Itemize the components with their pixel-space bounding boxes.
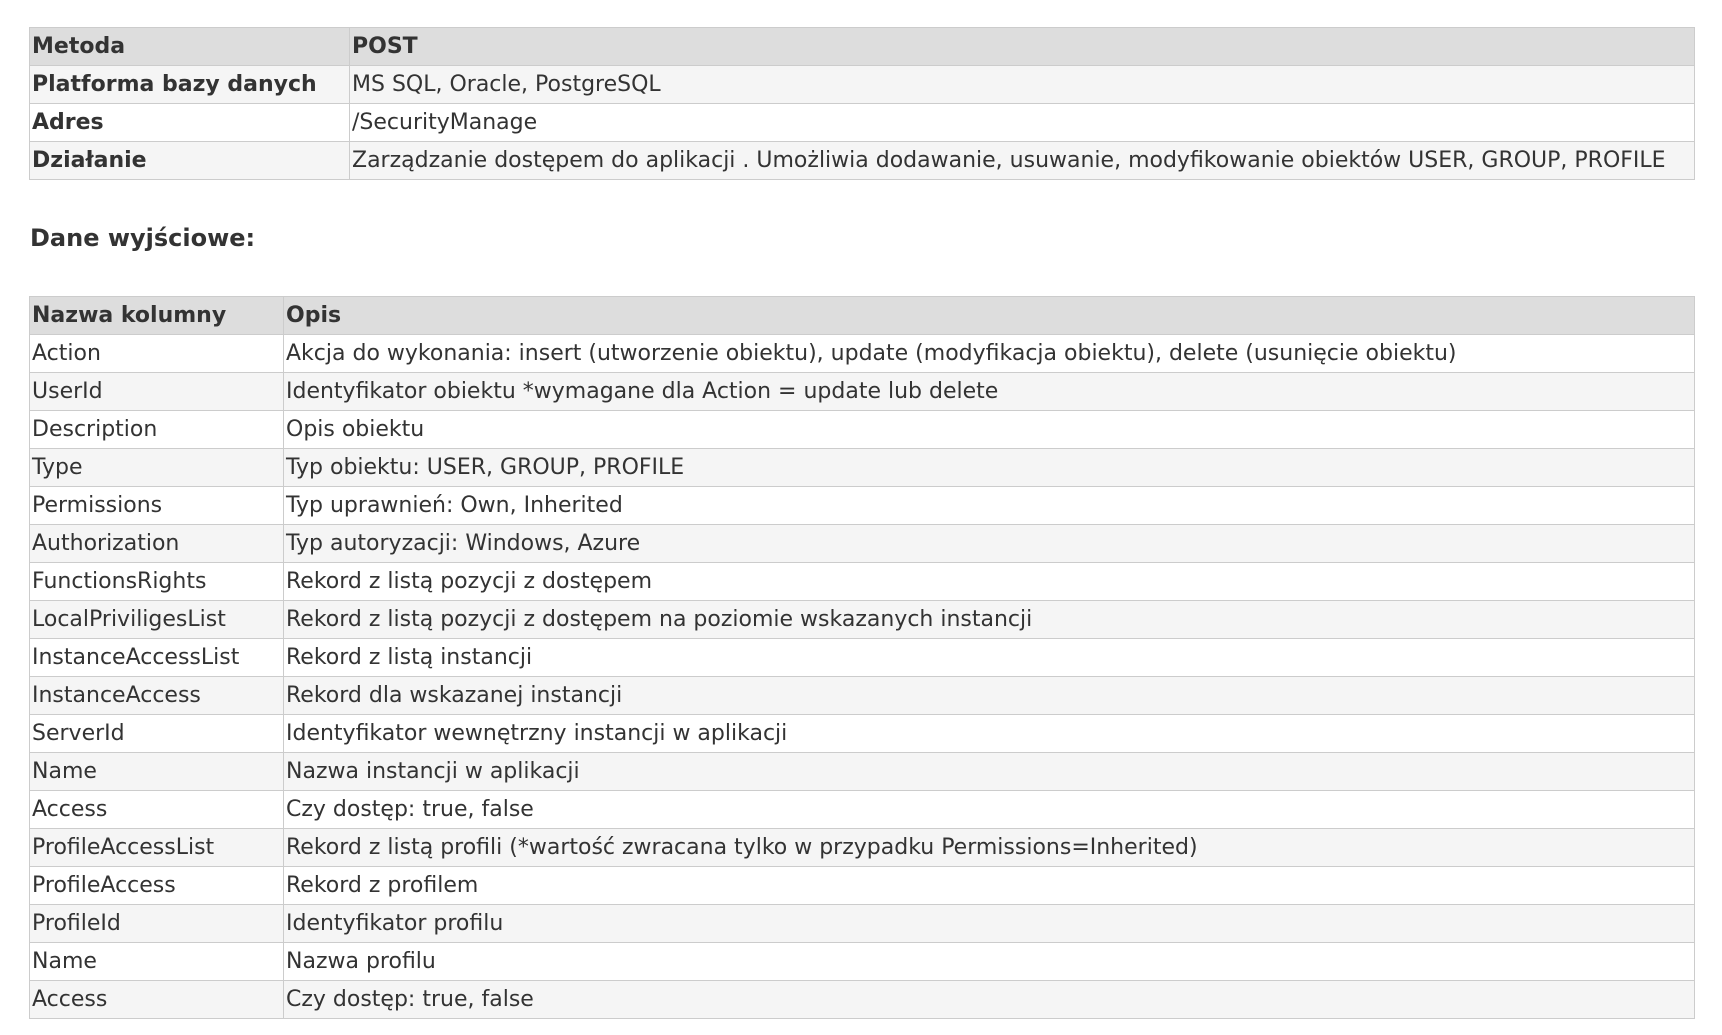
column-name-cell: Type xyxy=(30,449,284,487)
column-name-cell: LocalPriviligesList xyxy=(30,601,284,639)
meta-row-action xyxy=(30,142,1695,180)
column-name-cell: Access xyxy=(30,791,284,829)
column-description-cell: Czy dostęp: true, false xyxy=(284,981,1695,1019)
section-heading: Dane wyjściowe: xyxy=(30,224,256,252)
column-description-cell: Rekord z listą profili (*wartość zwracana tylko w przypadku Permissions=Inherited) xyxy=(284,829,1695,867)
table-row xyxy=(30,981,1695,1019)
column-description-cell: Typ uprawnień: Own, Inherited xyxy=(284,487,1695,525)
column-description-cell: Identyfikator wewnętrzny instancji w aplikacji xyxy=(284,715,1695,753)
output-columns-table xyxy=(29,296,1695,1019)
table-row xyxy=(30,829,1695,867)
column-name-cell: Authorization xyxy=(30,525,284,563)
table-row xyxy=(30,753,1695,791)
column-name-cell: ProfileAccessList xyxy=(30,829,284,867)
table-row xyxy=(30,905,1695,943)
meta-value: POST xyxy=(350,28,1695,66)
column-description-cell: Nazwa instancji w aplikacji xyxy=(284,753,1695,791)
meta-label: Metoda xyxy=(30,28,350,66)
meta-label: Działanie xyxy=(30,142,350,180)
table-row xyxy=(30,867,1695,905)
column-name-cell: InstanceAccess xyxy=(30,677,284,715)
meta-row-method xyxy=(30,28,1695,66)
column-description-cell: Opis obiektu xyxy=(284,411,1695,449)
column-name-cell: InstanceAccessList xyxy=(30,639,284,677)
table-row xyxy=(30,449,1695,487)
column-description-cell: Rekord z listą pozycji z dostępem xyxy=(284,563,1695,601)
endpoint-meta-table xyxy=(29,27,1695,180)
table-header-row xyxy=(30,297,1695,335)
meta-row-platform xyxy=(30,66,1695,104)
column-description-cell: Identyfikator profilu xyxy=(284,905,1695,943)
column-description-cell: Nazwa profilu xyxy=(284,943,1695,981)
column-description-cell: Rekord dla wskazanej instancji xyxy=(284,677,1695,715)
table-row xyxy=(30,601,1695,639)
column-name-cell: UserId xyxy=(30,373,284,411)
column-description-cell: Akcja do wykonania: insert (utworzenie obiektu), update (modyfikacja obiektu), delete (usunięcie obiektu) xyxy=(284,335,1695,373)
column-name-cell: Action xyxy=(30,335,284,373)
table-row xyxy=(30,791,1695,829)
column-name-cell: ProfileAccess xyxy=(30,867,284,905)
meta-label: Platforma bazy danych xyxy=(30,66,350,104)
column-name-cell: FunctionsRights xyxy=(30,563,284,601)
meta-label: Adres xyxy=(30,104,350,142)
column-name-cell: ServerId xyxy=(30,715,284,753)
column-description-cell: Typ obiektu: USER, GROUP, PROFILE xyxy=(284,449,1695,487)
column-description-cell: Identyfikator obiektu *wymagane dla Action = update lub delete xyxy=(284,373,1695,411)
column-name-cell: Description xyxy=(30,411,284,449)
table-row xyxy=(30,525,1695,563)
meta-row-address xyxy=(30,104,1695,142)
column-description-cell: Rekord z listą pozycji z dostępem na poziomie wskazanych instancji xyxy=(284,601,1695,639)
column-description-cell: Typ autoryzacji: Windows, Azure xyxy=(284,525,1695,563)
table-row xyxy=(30,943,1695,981)
table-row xyxy=(30,677,1695,715)
column-description-cell: Rekord z listą instancji xyxy=(284,639,1695,677)
table-row xyxy=(30,373,1695,411)
column-description-cell: Rekord z profilem xyxy=(284,867,1695,905)
column-header-description: Opis xyxy=(284,297,1695,335)
column-name-cell: Name xyxy=(30,753,284,791)
column-name-cell: Permissions xyxy=(30,487,284,525)
table-row xyxy=(30,639,1695,677)
meta-value: Zarządzanie dostępem do aplikacji . Umożliwia dodawanie, usuwanie, modyfikowanie obiektów USER, GROUP, PROFILE xyxy=(350,142,1695,180)
column-description-cell: Czy dostęp: true, false xyxy=(284,791,1695,829)
meta-value: /SecurityManage xyxy=(350,104,1695,142)
column-header-name: Nazwa kolumny xyxy=(30,297,284,335)
table-row xyxy=(30,335,1695,373)
table-row xyxy=(30,487,1695,525)
column-name-cell: Access xyxy=(30,981,284,1019)
column-name-cell: Name xyxy=(30,943,284,981)
column-name-cell: ProfileId xyxy=(30,905,284,943)
meta-value: MS SQL, Oracle, PostgreSQL xyxy=(350,66,1695,104)
table-row xyxy=(30,411,1695,449)
table-row xyxy=(30,715,1695,753)
table-row xyxy=(30,563,1695,601)
